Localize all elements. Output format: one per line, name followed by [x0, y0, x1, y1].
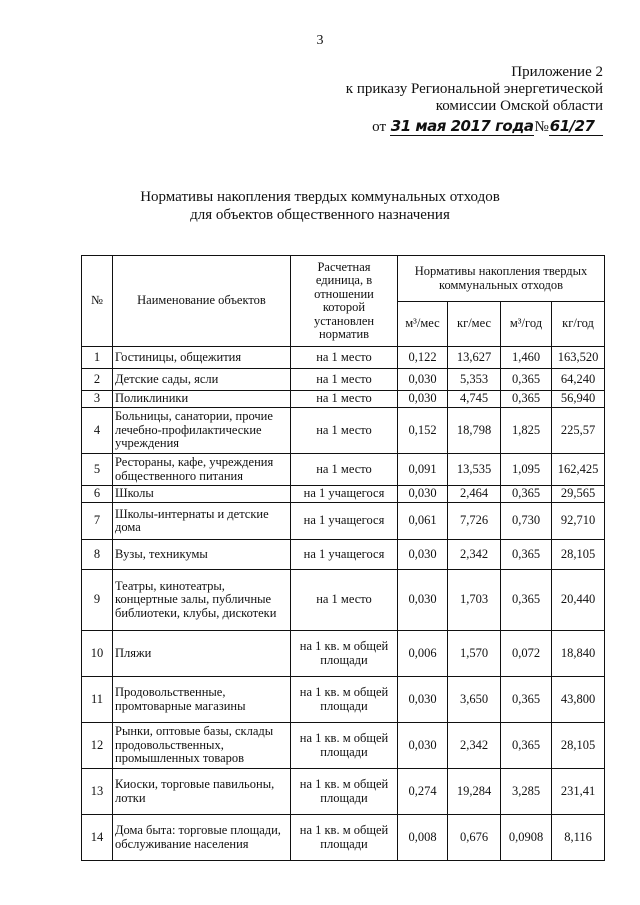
- row-m3-month: 0,030: [398, 677, 448, 723]
- row-num: 3: [82, 391, 113, 408]
- row-kg-month: 4,745: [448, 391, 501, 408]
- row-m3-month: 0,061: [398, 503, 448, 540]
- row-kg-month: 7,726: [448, 503, 501, 540]
- table-row: [82, 723, 605, 769]
- row-num: 14: [82, 815, 113, 861]
- appendix-commission: комиссии Омской области: [435, 98, 603, 114]
- page-number: 3: [316, 33, 324, 48]
- row-kg-year: 231,41: [552, 769, 605, 815]
- row-num: 1: [82, 347, 113, 369]
- row-m3-year: 0,365: [501, 369, 552, 391]
- row-kg-year: 225,57: [552, 408, 605, 454]
- table-row: [82, 486, 605, 503]
- row-unit: на 1 место: [291, 454, 398, 486]
- row-name: Продовольственные, промтоварные магазины: [113, 677, 291, 723]
- title-line-2: для объектов общественного назначения: [190, 207, 450, 223]
- row-name: Театры, кинотеатры, концертные залы, публичные библиотеки, клубы, дискотеки: [113, 570, 291, 631]
- row-m3-month: 0,008: [398, 815, 448, 861]
- row-unit: на 1 место: [291, 570, 398, 631]
- row-kg-month: 5,353: [448, 369, 501, 391]
- handwritten-date: 31 мая 2017 года: [390, 117, 534, 135]
- row-m3-month: 0,030: [398, 540, 448, 570]
- row-name: Гостиницы, общежития: [113, 347, 291, 369]
- document-title: [0, 188, 640, 224]
- header-num: №: [82, 256, 113, 347]
- row-name: Вузы, техникумы: [113, 540, 291, 570]
- table-row: [82, 769, 605, 815]
- row-kg-month: 13,535: [448, 454, 501, 486]
- row-m3-year: 0,365: [501, 486, 552, 503]
- row-unit: на 1 место: [291, 347, 398, 369]
- table-row: [82, 454, 605, 486]
- table-row: [82, 347, 605, 369]
- row-kg-year: 20,440: [552, 570, 605, 631]
- row-name: Пляжи: [113, 631, 291, 677]
- row-m3-month: 0,274: [398, 769, 448, 815]
- row-m3-month: 0,122: [398, 347, 448, 369]
- table-row: [82, 391, 605, 408]
- table-row: [82, 815, 605, 861]
- row-num: 2: [82, 369, 113, 391]
- row-kg-year: 29,565: [552, 486, 605, 503]
- row-unit: на 1 кв. м общей площади: [291, 723, 398, 769]
- table-row: [82, 369, 605, 391]
- table-row: [82, 631, 605, 677]
- row-m3-year: 0,0908: [501, 815, 552, 861]
- appendix-order-ref: к приказу Региональной энергетической: [345, 81, 603, 97]
- number-prefix: №: [534, 119, 549, 135]
- row-unit: на 1 учащегося: [291, 486, 398, 503]
- row-num: 7: [82, 503, 113, 540]
- row-unit: на 1 место: [291, 391, 398, 408]
- row-m3-year: 3,285: [501, 769, 552, 815]
- row-kg-month: 3,650: [448, 677, 501, 723]
- row-kg-year: 8,116: [552, 815, 605, 861]
- row-unit: на 1 место: [291, 408, 398, 454]
- row-m3-month: 0,030: [398, 369, 448, 391]
- row-num: 6: [82, 486, 113, 503]
- order-date-number: [372, 118, 603, 136]
- header-kg-month: кг/мес: [448, 302, 501, 347]
- row-kg-month: 18,798: [448, 408, 501, 454]
- row-num: 4: [82, 408, 113, 454]
- row-num: 5: [82, 454, 113, 486]
- row-m3-year: 0,365: [501, 677, 552, 723]
- row-kg-month: 1,703: [448, 570, 501, 631]
- row-m3-year: 0,730: [501, 503, 552, 540]
- row-kg-year: 18,840: [552, 631, 605, 677]
- row-m3-month: 0,030: [398, 723, 448, 769]
- row-num: 9: [82, 570, 113, 631]
- row-name: Поликлиники: [113, 391, 291, 408]
- row-num: 12: [82, 723, 113, 769]
- header-norms: Нормативы накопления твердых коммунальных отходов: [398, 256, 605, 302]
- row-m3-month: 0,030: [398, 391, 448, 408]
- norms-table: [81, 255, 605, 861]
- row-unit: на 1 кв. м общей площади: [291, 769, 398, 815]
- appendix-header: [346, 64, 603, 115]
- row-m3-month: 0,091: [398, 454, 448, 486]
- row-name: Школы-интернаты и детские дома: [113, 503, 291, 540]
- row-kg-month: 1,570: [448, 631, 501, 677]
- header-m3-month: м³/мес: [398, 302, 448, 347]
- row-unit: на 1 учащегося: [291, 503, 398, 540]
- row-name: Больницы, санатории, прочие лечебно-профилактические учреждения: [113, 408, 291, 454]
- row-name: Рынки, оптовые базы, склады продовольственных, промышленных товаров: [113, 723, 291, 769]
- row-kg-month: 2,464: [448, 486, 501, 503]
- row-kg-year: 56,940: [552, 391, 605, 408]
- header-kg-year: кг/год: [552, 302, 605, 347]
- row-kg-month: 2,342: [448, 723, 501, 769]
- row-num: 11: [82, 677, 113, 723]
- row-kg-year: 43,800: [552, 677, 605, 723]
- row-m3-year: 0,072: [501, 631, 552, 677]
- row-kg-month: 19,284: [448, 769, 501, 815]
- table-row: [82, 570, 605, 631]
- table-row: [82, 503, 605, 540]
- appendix-title: Приложение 2: [511, 64, 603, 80]
- table-row: [82, 540, 605, 570]
- row-m3-month: 0,152: [398, 408, 448, 454]
- row-m3-year: 0,365: [501, 723, 552, 769]
- row-name: Киоски, торговые павильоны, лотки: [113, 769, 291, 815]
- row-kg-year: 64,240: [552, 369, 605, 391]
- row-num: 10: [82, 631, 113, 677]
- row-m3-year: 1,825: [501, 408, 552, 454]
- row-name: Дома быта: торговые площади, обслуживание населения: [113, 815, 291, 861]
- table-row: [82, 408, 605, 454]
- row-kg-month: 13,627: [448, 347, 501, 369]
- row-unit: на 1 учащегося: [291, 540, 398, 570]
- row-m3-month: 0,030: [398, 570, 448, 631]
- row-unit: на 1 кв. м общей площади: [291, 631, 398, 677]
- row-m3-year: 1,460: [501, 347, 552, 369]
- row-m3-month: 0,030: [398, 486, 448, 503]
- row-kg-year: 162,425: [552, 454, 605, 486]
- row-num: 8: [82, 540, 113, 570]
- row-unit: на 1 кв. м общей площади: [291, 815, 398, 861]
- row-m3-year: 0,365: [501, 540, 552, 570]
- row-kg-year: 28,105: [552, 540, 605, 570]
- row-m3-year: 1,095: [501, 454, 552, 486]
- row-m3-year: 0,365: [501, 570, 552, 631]
- header-m3-year: м³/год: [501, 302, 552, 347]
- row-unit: на 1 место: [291, 369, 398, 391]
- row-kg-month: 0,676: [448, 815, 501, 861]
- row-m3-month: 0,006: [398, 631, 448, 677]
- row-name: Рестораны, кафе, учреждения общественного питания: [113, 454, 291, 486]
- date-prefix: от: [372, 119, 387, 135]
- row-kg-year: 28,105: [552, 723, 605, 769]
- row-name: Школы: [113, 486, 291, 503]
- row-kg-year: 92,710: [552, 503, 605, 540]
- row-kg-month: 2,342: [448, 540, 501, 570]
- row-m3-year: 0,365: [501, 391, 552, 408]
- title-line-1: Нормативы накопления твердых коммунальных отходов: [140, 189, 500, 205]
- row-num: 13: [82, 769, 113, 815]
- handwritten-number: 61/27: [549, 117, 595, 135]
- table-row: [82, 677, 605, 723]
- row-name: Детские сады, ясли: [113, 369, 291, 391]
- header-unit: Расчетная единица, в отношении которой установлен норматив: [291, 256, 398, 347]
- header-name: Наименование объектов: [113, 256, 291, 347]
- row-kg-year: 163,520: [552, 347, 605, 369]
- row-unit: на 1 кв. м общей площади: [291, 677, 398, 723]
